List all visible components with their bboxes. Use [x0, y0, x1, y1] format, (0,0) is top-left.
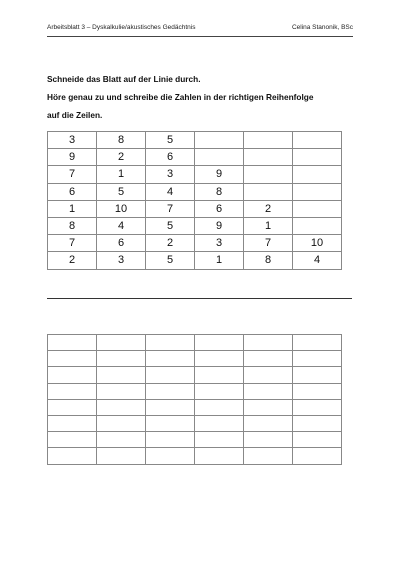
table-cell [244, 183, 293, 200]
table-row [48, 217, 342, 234]
table-cell [48, 383, 97, 399]
number-table [47, 131, 342, 270]
number-table-body [48, 132, 342, 270]
table-cell: 7 [146, 200, 195, 217]
table-cell: 1 [48, 200, 97, 217]
table-cell [195, 399, 244, 415]
table-cell [293, 200, 342, 217]
table-cell [97, 335, 146, 351]
table-cell [244, 132, 293, 149]
table-cell: 3 [195, 235, 244, 252]
table-row [48, 335, 342, 351]
table-cell: 5 [146, 252, 195, 269]
table-cell: 2 [146, 235, 195, 252]
header-rule [47, 36, 353, 37]
table-cell: 6 [146, 149, 195, 166]
table-cell [97, 415, 146, 431]
table-cell [293, 448, 342, 464]
table-cell [195, 335, 244, 351]
table-cell [293, 367, 342, 383]
table-cell: 6 [195, 200, 244, 217]
table-cell: 9 [195, 217, 244, 234]
table-cell: 8 [244, 252, 293, 269]
table-row [48, 183, 342, 200]
table-cell [48, 448, 97, 464]
table-cell: 8 [195, 183, 244, 200]
table-cell [48, 351, 97, 367]
table-cell [146, 399, 195, 415]
table-cell [293, 399, 342, 415]
table-cell [146, 432, 195, 448]
table-cell [146, 351, 195, 367]
instruction-line: Schneide das Blatt auf der Linie durch. [47, 74, 201, 84]
table-cell [146, 415, 195, 431]
table-cell [244, 149, 293, 166]
table-cell [146, 335, 195, 351]
table-row [48, 149, 342, 166]
table-cell [48, 415, 97, 431]
table-cell [293, 183, 342, 200]
table-row [48, 383, 342, 399]
instruction-line: auf die Zeilen. [47, 110, 103, 120]
table-row [48, 235, 342, 252]
table-cell: 7 [48, 235, 97, 252]
table-cell: 7 [244, 235, 293, 252]
table-cell [293, 132, 342, 149]
table-cell [146, 383, 195, 399]
header-author: Celina Stanonik, BSc [291, 24, 353, 31]
table-cell [293, 217, 342, 234]
table-cell [244, 432, 293, 448]
table-cell [97, 367, 146, 383]
table-cell [146, 367, 195, 383]
table-cell [293, 166, 342, 183]
table-cell [195, 367, 244, 383]
table-cell: 1 [244, 217, 293, 234]
table-cell [195, 149, 244, 166]
table-cell [244, 351, 293, 367]
table-cell [48, 399, 97, 415]
table-cell [244, 335, 293, 351]
table-cell: 1 [97, 166, 146, 183]
table-cell: 10 [293, 235, 342, 252]
table-cell [195, 351, 244, 367]
table-cell: 5 [146, 217, 195, 234]
instructions [47, 70, 367, 124]
table-cell: 3 [146, 166, 195, 183]
table-cell: 5 [97, 183, 146, 200]
table-cell [195, 432, 244, 448]
page-header [47, 24, 353, 31]
table-cell: 1 [195, 252, 244, 269]
answer-table [47, 334, 342, 465]
cut-line [47, 298, 352, 299]
table-cell [97, 448, 146, 464]
table-row [48, 351, 342, 367]
table-cell: 6 [97, 235, 146, 252]
table-cell: 9 [195, 166, 244, 183]
table-cell: 8 [48, 217, 97, 234]
table-cell [97, 351, 146, 367]
table-cell [48, 432, 97, 448]
table-cell: 2 [244, 200, 293, 217]
table-cell [244, 166, 293, 183]
table-cell [48, 335, 97, 351]
table-cell [97, 383, 146, 399]
table-row [48, 399, 342, 415]
table-cell [244, 399, 293, 415]
table-cell [293, 415, 342, 431]
table-cell: 10 [97, 200, 146, 217]
table-cell [97, 399, 146, 415]
table-row [48, 432, 342, 448]
table-cell: 8 [97, 132, 146, 149]
table-cell [195, 132, 244, 149]
table-cell [97, 432, 146, 448]
table-row [48, 415, 342, 431]
table-cell: 9 [48, 149, 97, 166]
table-cell [48, 367, 97, 383]
table-row [48, 252, 342, 269]
answer-table-body [48, 335, 342, 465]
table-cell: 4 [97, 217, 146, 234]
table-cell: 2 [48, 252, 97, 269]
table-cell: 4 [146, 183, 195, 200]
table-cell [293, 335, 342, 351]
table-cell: 3 [48, 132, 97, 149]
table-cell: 2 [97, 149, 146, 166]
table-cell [195, 383, 244, 399]
table-cell [244, 383, 293, 399]
table-row [48, 132, 342, 149]
table-cell [244, 448, 293, 464]
instruction-line: Höre genau zu und schreibe die Zahlen in der richtigen Reihenfolge [47, 92, 314, 102]
table-cell: 5 [146, 132, 195, 149]
table-row [48, 166, 342, 183]
table-cell [195, 415, 244, 431]
table-cell: 7 [48, 166, 97, 183]
table-cell [293, 432, 342, 448]
table-cell [244, 367, 293, 383]
table-cell [293, 383, 342, 399]
table-cell [293, 149, 342, 166]
header-title: Arbeitsblatt 3 – Dyskalkulie/akustisches Gedächtnis [47, 24, 196, 31]
table-row [48, 367, 342, 383]
table-cell: 4 [293, 252, 342, 269]
table-cell: 6 [48, 183, 97, 200]
table-row [48, 200, 342, 217]
table-cell [293, 351, 342, 367]
table-cell [244, 415, 293, 431]
table-cell [195, 448, 244, 464]
table-row [48, 448, 342, 464]
table-cell [146, 448, 195, 464]
table-cell: 3 [97, 252, 146, 269]
